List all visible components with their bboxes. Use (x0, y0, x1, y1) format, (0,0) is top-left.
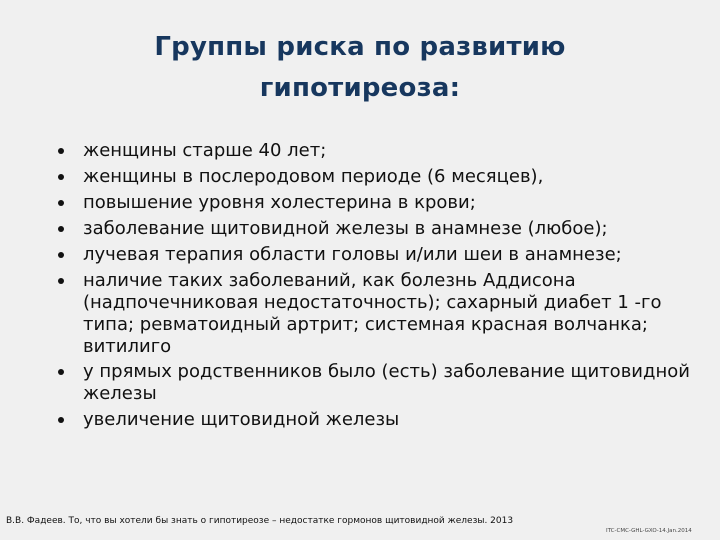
list-item-text: наличие таких заболеваний, как болезнь Аддисона (надпочечниковая недостаточность); сахарный диабет 1 -го типа; ревматоидный артрит; системная красная волчанка; витилиго (83, 270, 662, 357)
list-item-text: увеличение щитовидной железы (83, 409, 400, 430)
bullet-icon (58, 369, 64, 375)
list-item (58, 166, 694, 188)
bullet-icon (58, 278, 64, 284)
list-item (58, 218, 694, 240)
list-item-text: лучевая терапия области головы и/или шеи в анамнезе; (83, 244, 622, 265)
list-item (58, 244, 694, 266)
list-item-text: женщины старше 40 лет; (83, 140, 327, 161)
list-item (58, 140, 694, 162)
list-item (58, 192, 694, 214)
bullet-icon (58, 174, 64, 180)
slide-title-line-2: гипотиреоза: (259, 73, 461, 103)
bullet-icon (58, 252, 64, 258)
list-item (58, 409, 694, 431)
bullet-icon (58, 148, 64, 154)
slide-code: ITC-CMC-GHL-GXO-14.Jan.2014 (606, 528, 692, 534)
risk-groups-list (58, 140, 694, 435)
slide-title (60, 27, 660, 109)
list-item-text: у прямых родственников было (есть) заболевание щитовидной железы (83, 361, 690, 404)
list-item (58, 361, 694, 405)
slide-title-line-1: Группы риска по развитию (154, 32, 566, 62)
list-item-text: женщины в послеродовом периоде (6 месяцев), (83, 166, 544, 187)
list-item (58, 270, 694, 358)
footer-citation: В.В. Фадеев. То, что вы хотели бы знать о гипотиреозе – недостатке гормонов щитовидной железы. 2013 (6, 516, 514, 526)
bullet-icon (58, 226, 64, 232)
list-item-text: повышение уровня холестерина в крови; (83, 192, 476, 213)
list-item-text: заболевание щитовидной железы в анамнезе (любое); (83, 218, 608, 239)
bullet-icon (58, 417, 64, 423)
bullet-icon (58, 200, 64, 206)
